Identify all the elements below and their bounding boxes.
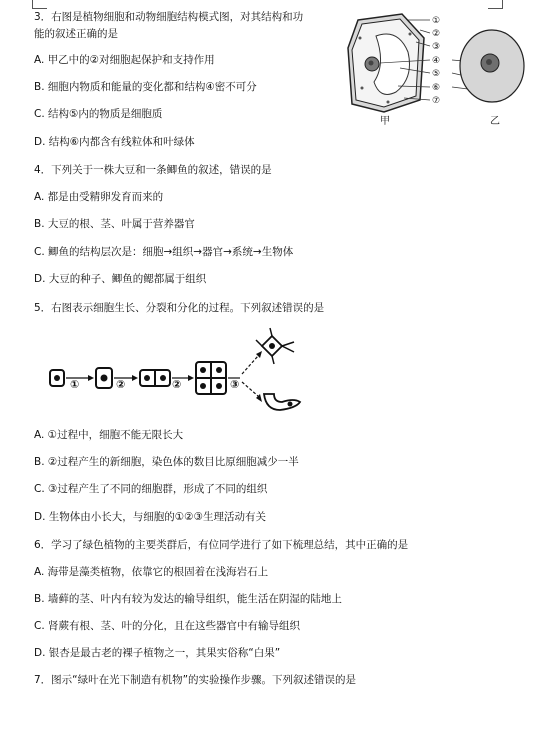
q6-option-a: A. 海带是藻类植物，依靠它的根固着在浅海岩石上 (34, 566, 269, 578)
q6-stem: 6．学习了绿色植物的主要类群后，有位同学进行了如下梳理总结，其中正确的是 (34, 539, 409, 551)
animal-cell-diagram (460, 30, 524, 102)
step-label-2a: ② (116, 378, 126, 391)
q4-option-a: A. 都是由受精卵发育而来的 (34, 191, 164, 203)
q4-option-b: B. 大豆的根、茎、叶属于营养器官 (34, 218, 195, 230)
step-label-2b: ② (172, 378, 182, 391)
figure-number-labels (432, 16, 440, 106)
q5-option-a: A. ①过程中，细胞不能无限长大 (34, 429, 184, 441)
four-cells (196, 362, 226, 394)
figure-label-1: ① (432, 16, 441, 26)
q5-option-d: D. 生物体由小长大，与细胞的①②③生理活动有关 (34, 511, 266, 523)
plant-cell-caption: 甲 (380, 116, 390, 127)
animal-cell-caption: 乙 (490, 116, 500, 127)
figure-label-2: ② (432, 29, 441, 39)
q6-option-c: C. 肾蕨有根、茎、叶的分化，且在这些器官中有输导组织 (34, 620, 301, 632)
q5-stem: 5．右图表示细胞生长、分裂和分化的过程。下列叙述错误的是 (34, 302, 325, 314)
q3-option-a: A. 甲乙中的②对细胞起保护和支持作用 (34, 54, 215, 66)
q3-stem-line2: 能的叙述正确的是 (34, 28, 118, 40)
figure-label-3: ③ (432, 42, 441, 52)
q5-option-c: C. ③过程产生了不同的细胞群，形成了不同的组织 (34, 483, 268, 495)
figure-label-6: ⑥ (432, 83, 441, 93)
plant-cell-diagram (348, 14, 424, 112)
figure-label-7: ⑦ (432, 96, 441, 106)
corner-mark-left (32, 0, 47, 9)
step-label-1: ① (70, 378, 80, 391)
q4-stem: 4．下列关于一株大豆和一条鲫鱼的叙述，错误的是 (34, 164, 272, 176)
q3-option-c: C. 结构⑤内的物质是细胞质 (34, 108, 163, 120)
figure-label-5: ⑤ (432, 69, 441, 79)
q3-stem-line1: 3．右图是植物细胞和动物细胞结构模式图，对其结构和功 (34, 11, 304, 23)
q3-option-d: D. 结构⑥内都含有线粒体和叶绿体 (34, 136, 195, 148)
q3-option-b: B. 细胞内物质和能量的变化都和结构④密不可分 (34, 81, 257, 93)
q7-stem: 7．图示“绿叶在光下制造有机物”的实验操作步骤。下列叙述错误的是 (34, 674, 357, 686)
q5-option-b: B. ②过程产生的新细胞，染色体的数目比原细胞减少一半 (34, 456, 299, 468)
q6-option-d: D. 银杏是最古老的裸子植物之一，其果实俗称“白果” (34, 647, 281, 659)
q4-option-c: C. 鲫鱼的结构层次是：细胞→组织→器官→系统→生物体 (34, 246, 294, 258)
cell-structure-figure (340, 8, 540, 128)
step-label-3: ③ (230, 378, 240, 391)
q6-option-b: B. 墙藓的茎、叶内有较为发达的输导组织，能生活在阴湿的陆地上 (34, 593, 342, 605)
differentiated-elongated-cell (264, 394, 300, 410)
single-cell (50, 370, 64, 386)
figure-label-4: ④ (432, 56, 441, 66)
cell-process-figure (44, 326, 304, 416)
q4-option-d: D. 大豆的种子、鲫鱼的鳃都属于组织 (34, 273, 207, 285)
differentiated-neuron-cell (256, 328, 294, 364)
two-cells (140, 370, 170, 386)
grown-cell (96, 368, 112, 388)
